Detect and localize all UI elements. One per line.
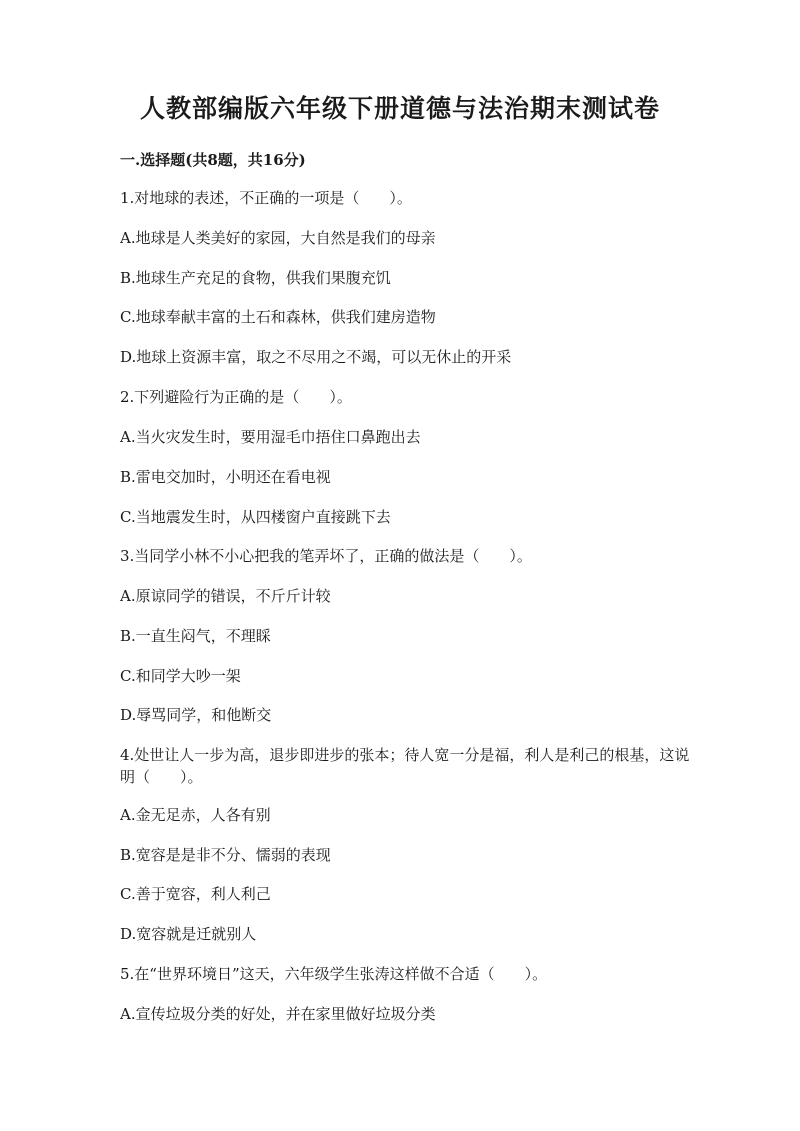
question-1-option-c: C.地球奉献丰富的土石和森林，供我们建房造物 — [120, 308, 436, 326]
question-3-option-c: C.和同学大吵一架 — [120, 667, 241, 685]
question-5: 5.在“世界环境日”这天，六年级学生张涛这样做不合适（ ）。 — [120, 965, 548, 983]
question-2-option-b: B.雷电交加时，小明还在看电视 — [120, 468, 331, 486]
section-heading: 一.选择题(共8题，共16分) — [120, 151, 306, 169]
question-3-option-a: A.原谅同学的错误，不斤斤计较 — [120, 587, 331, 605]
question-1: 1.对地球的表述，不正确的一项是（ ）。 — [120, 189, 412, 207]
question-2: 2.下列避险行为正确的是（ ）。 — [120, 388, 352, 406]
question-5-option-a: A.宣传垃圾分类的好处，并在家里做好垃圾分类 — [120, 1005, 436, 1023]
question-1-option-b: B.地球生产充足的食物，供我们果腹充饥 — [120, 269, 391, 287]
question-1-option-a: A.地球是人类美好的家园，大自然是我们的母亲 — [120, 229, 436, 247]
question-1-option-d: D.地球上资源丰富，取之不尽用之不竭，可以无休止的开采 — [120, 348, 512, 366]
question-3-option-b: B.一直生闷气，不理睬 — [120, 627, 271, 645]
question-4-option-b: B.宽容是是非不分、懦弱的表现 — [120, 846, 331, 864]
question-4-option-a: A.金无足赤，人各有别 — [120, 806, 271, 824]
question-4-option-c: C.善于宽容，利人利己 — [120, 885, 271, 903]
question-3-option-d: D.辱骂同学，和他断交 — [120, 706, 272, 724]
question-4: 4.处世让人一步为高，退步即进步的张本；待人宽一分是福，利人是利己的根基，这说明（ ）。 — [120, 746, 690, 786]
question-2-option-c: C.当地震发生时，从四楼窗户直接跳下去 — [120, 508, 391, 526]
question-3: 3.当同学小林不小心把我的笔弄坏了，正确的做法是（ ）。 — [120, 547, 532, 565]
question-2-option-a: A.当火灾发生时，要用湿毛巾捂住口鼻跑出去 — [120, 428, 421, 446]
question-4-option-d: D.宽容就是迁就别人 — [120, 925, 257, 943]
page-title: 人教部编版六年级下册道德与法治期末测试卷 — [139, 94, 660, 123]
